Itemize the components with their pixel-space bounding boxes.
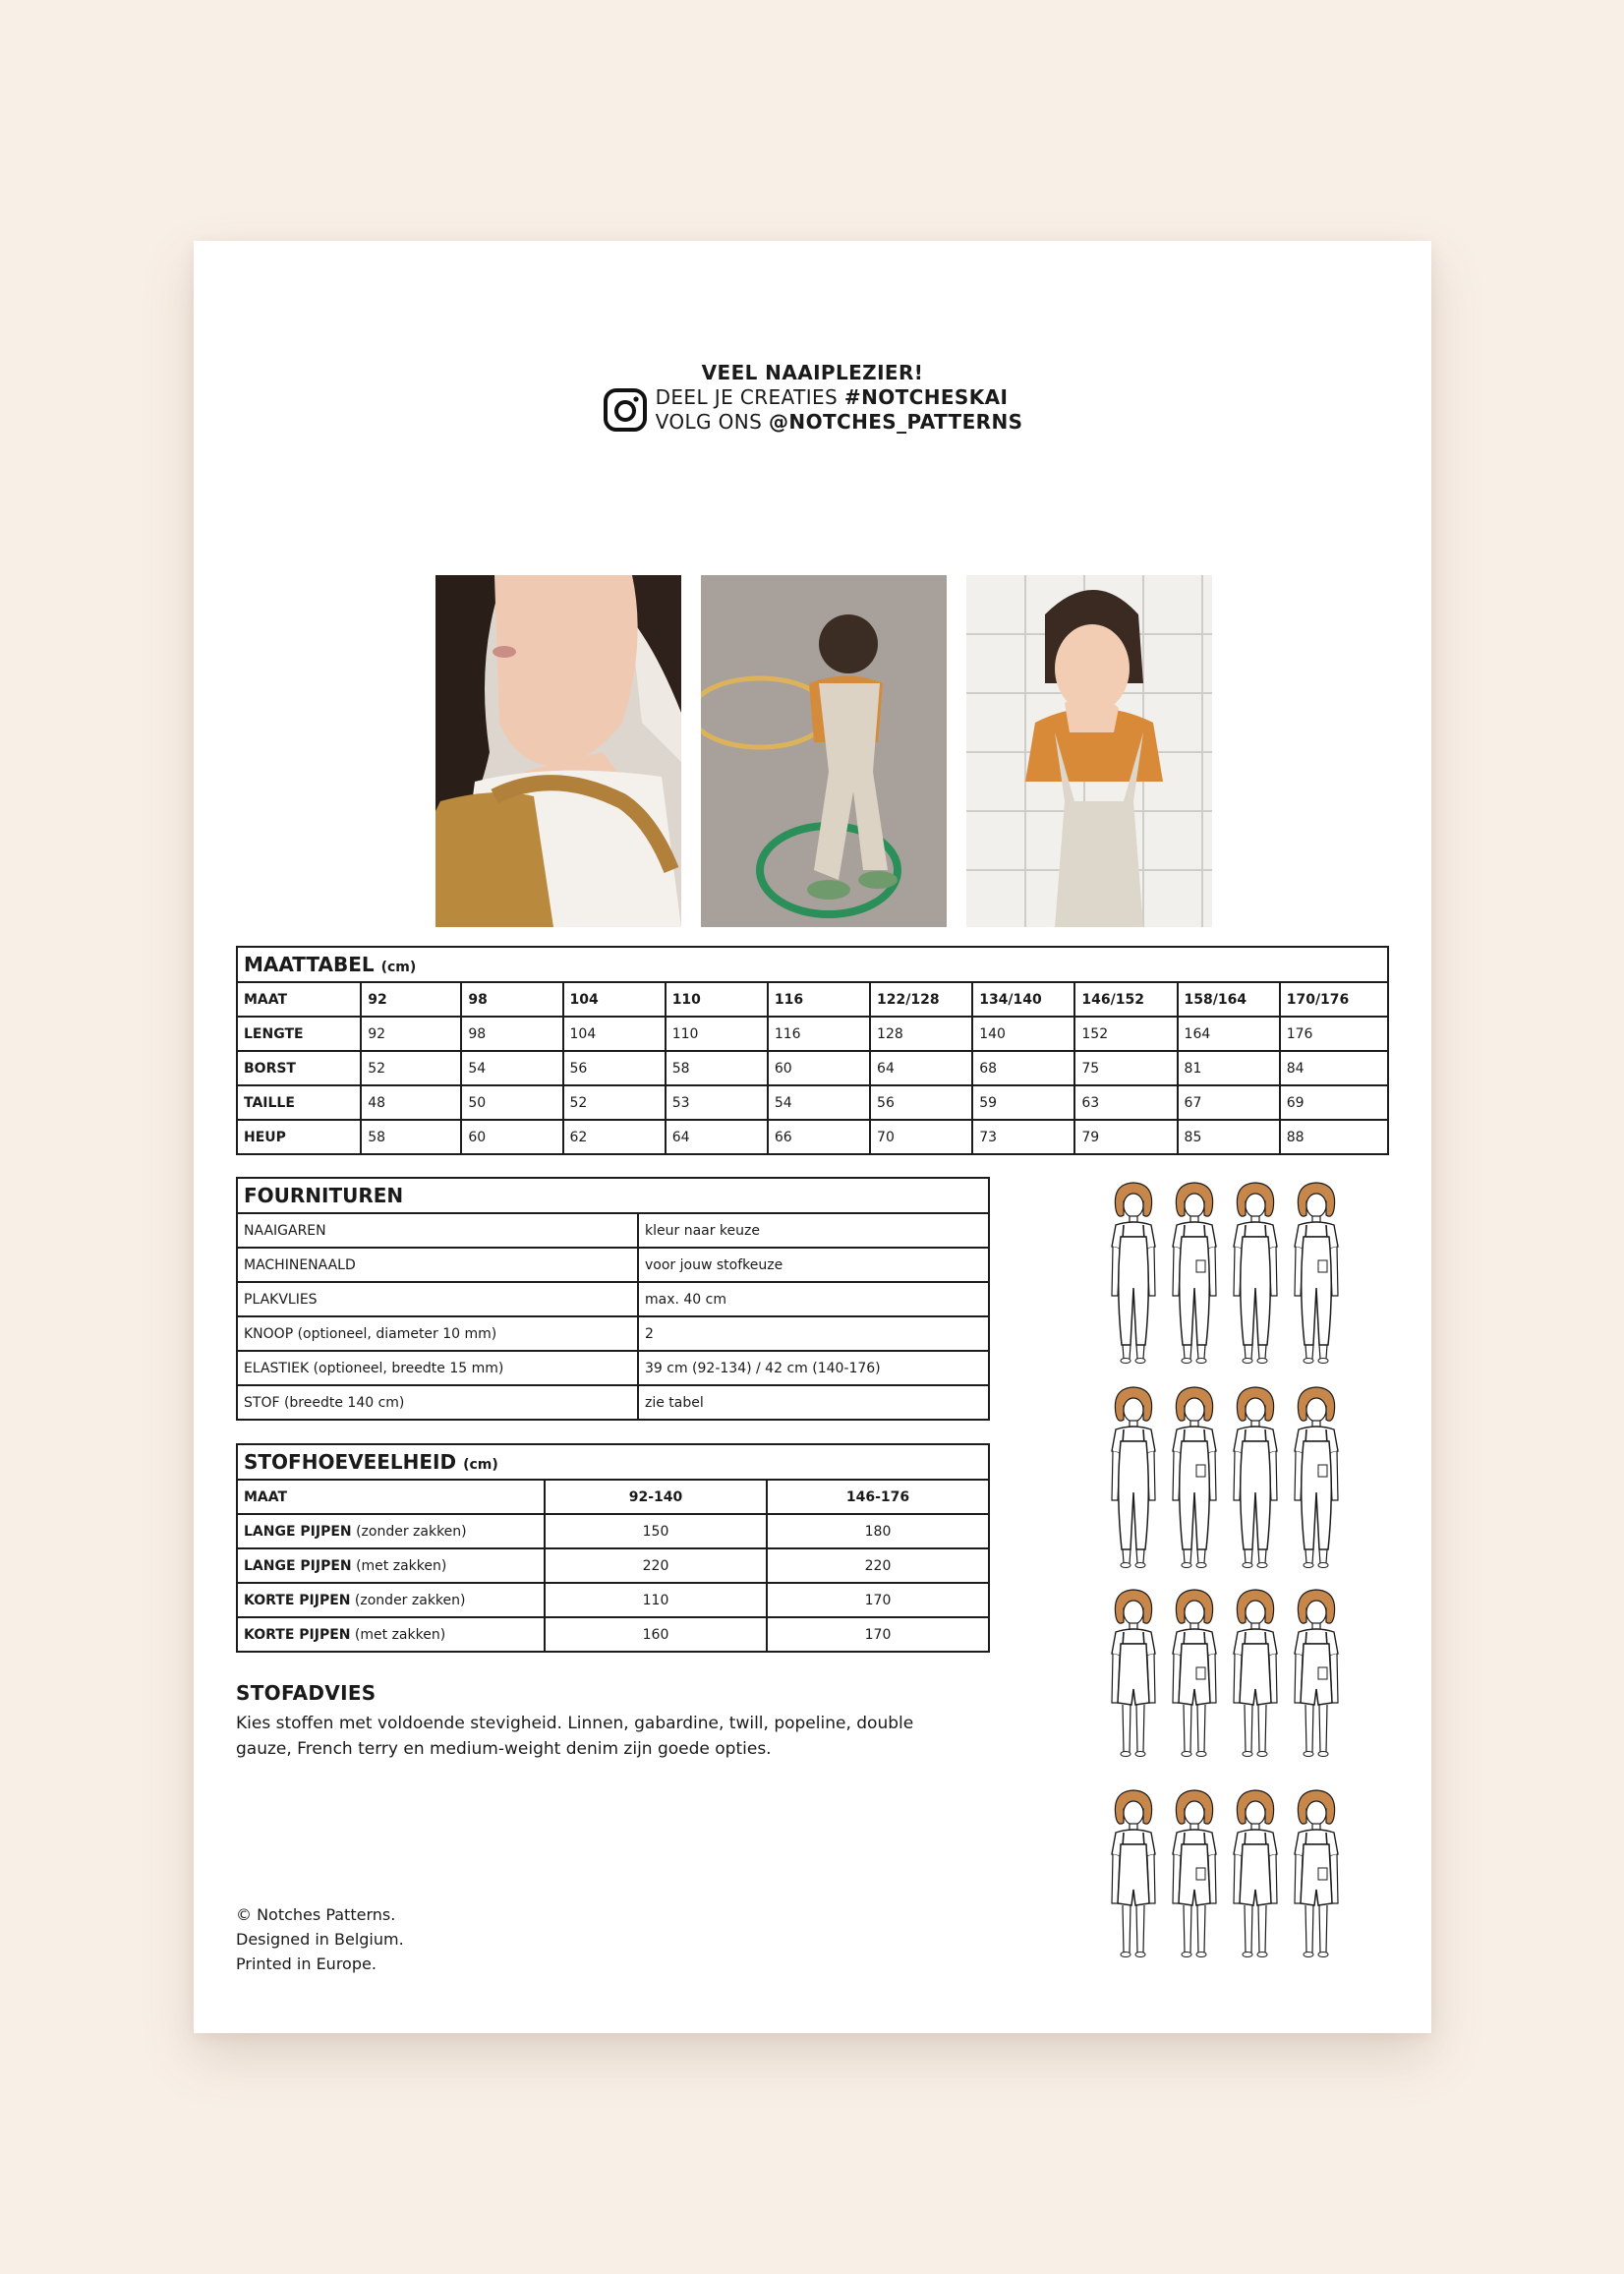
- table-row: LANGE PIJPEN (met zakken) 220 220: [237, 1548, 989, 1583]
- designed-in: Designed in Belgium.: [236, 1930, 404, 1949]
- photo-child-closeup: [435, 575, 681, 927]
- figure-drawing: [1173, 1590, 1216, 1757]
- photo-child-hula-hoops: [701, 575, 947, 927]
- table-row: KORTE PIJPEN (zonder zakken) 110 170: [237, 1583, 989, 1617]
- size-chart-title: MAATTABEL (cm): [237, 947, 1388, 982]
- table-row: KORTE PIJPEN (met zakken) 160 170: [237, 1617, 989, 1652]
- table-row: ELASTIEK (optioneel, breedte 15 mm) 39 cm (92-134) / 42 cm (140-176): [237, 1351, 989, 1385]
- table-row: PLAKVLIES max. 40 cm: [237, 1282, 989, 1316]
- figure-drawing: [1234, 1387, 1277, 1568]
- figure-drawing: [1295, 1387, 1338, 1568]
- copyright: © Notches Patterns.: [236, 1905, 396, 1924]
- table-row: MACHINENAALD voor jouw stofkeuze: [237, 1248, 989, 1282]
- table-row: LANGE PIJPEN (zonder zakken) 150 180: [237, 1514, 989, 1548]
- social-block: [603, 385, 1023, 435]
- figure-drawing: [1112, 1790, 1155, 1957]
- figure-drawing: [1173, 1387, 1216, 1568]
- figure-drawing: [1295, 1183, 1338, 1364]
- footer: [236, 1902, 404, 1976]
- printed-in: Printed in Europe.: [236, 1954, 377, 1973]
- fabric-amount-title: STOFHOEVEELHEID (cm): [237, 1444, 989, 1480]
- table-row: KNOOP (optioneel, diameter 10 mm) 2: [237, 1316, 989, 1351]
- social-lines: [656, 385, 1023, 435]
- table-row: HEUP 58 60 62 64 66 70 73 79 85 88: [237, 1120, 1388, 1154]
- size-chart-table: [236, 946, 1389, 1155]
- supplies-table: [236, 1177, 990, 1421]
- figure-drawing: [1295, 1790, 1338, 1957]
- table-row: NAAIGAREN kleur naar keuze: [237, 1213, 989, 1248]
- table-row: STOF (breedte 140 cm) zie tabel: [237, 1385, 989, 1420]
- pattern-instruction-page: [194, 241, 1431, 2033]
- figure-drawing: [1173, 1183, 1216, 1364]
- header: [194, 361, 1431, 438]
- figure-drawing: [1234, 1590, 1277, 1757]
- table-row: BORST 52 54 56 58 60 64 68 75 81 84: [237, 1051, 1388, 1085]
- photo-child-tiled-wall: [966, 575, 1212, 927]
- hashtag: #NOTCHESKAI: [843, 385, 1009, 409]
- header-title: VEEL NAAIPLEZIER!: [701, 361, 924, 384]
- follow-text: VOLG ONS: [655, 410, 770, 434]
- share-text: DEEL JE CREATIES: [655, 385, 844, 409]
- figure-drawing: [1112, 1183, 1155, 1364]
- supplies-title: FOURNITUREN: [237, 1178, 989, 1213]
- figure-drawing: [1112, 1590, 1155, 1757]
- figure-drawing: [1295, 1590, 1338, 1757]
- table-row: MAAT 92 98 104 110 116 122/128 134/140 146/152 158/164 170/176: [237, 982, 1388, 1017]
- table-row: TAILLE 48 50 52 53 54 56 59 63 67 69: [237, 1085, 1388, 1120]
- figure-drawing: [1173, 1790, 1216, 1957]
- figure-drawing: [1112, 1387, 1155, 1568]
- figure-drawing: [1234, 1183, 1277, 1364]
- fabric-amount-table: [236, 1443, 990, 1653]
- instagram-handle: @NOTCHES_PATTERNS: [769, 410, 1023, 434]
- technical-drawing-figures: [1098, 1180, 1354, 1996]
- figure-drawing: [1234, 1790, 1277, 1957]
- fabric-advice-title: STOFADVIES: [236, 1681, 377, 1705]
- table-row: MAAT 92-140 146-176: [237, 1480, 989, 1514]
- instagram-icon: [603, 387, 648, 433]
- fabric-advice-text: Kies stoffen met voldoende stevigheid. Linnen, gabardine, twill, popeline, double gauze, French terry en medium-weight denim zijn goede opties.: [236, 1714, 914, 1759]
- fabric-advice: [236, 1681, 983, 1762]
- table-row: LENGTE 92 98 104 110 116 128 140 152 164 176: [237, 1017, 1388, 1051]
